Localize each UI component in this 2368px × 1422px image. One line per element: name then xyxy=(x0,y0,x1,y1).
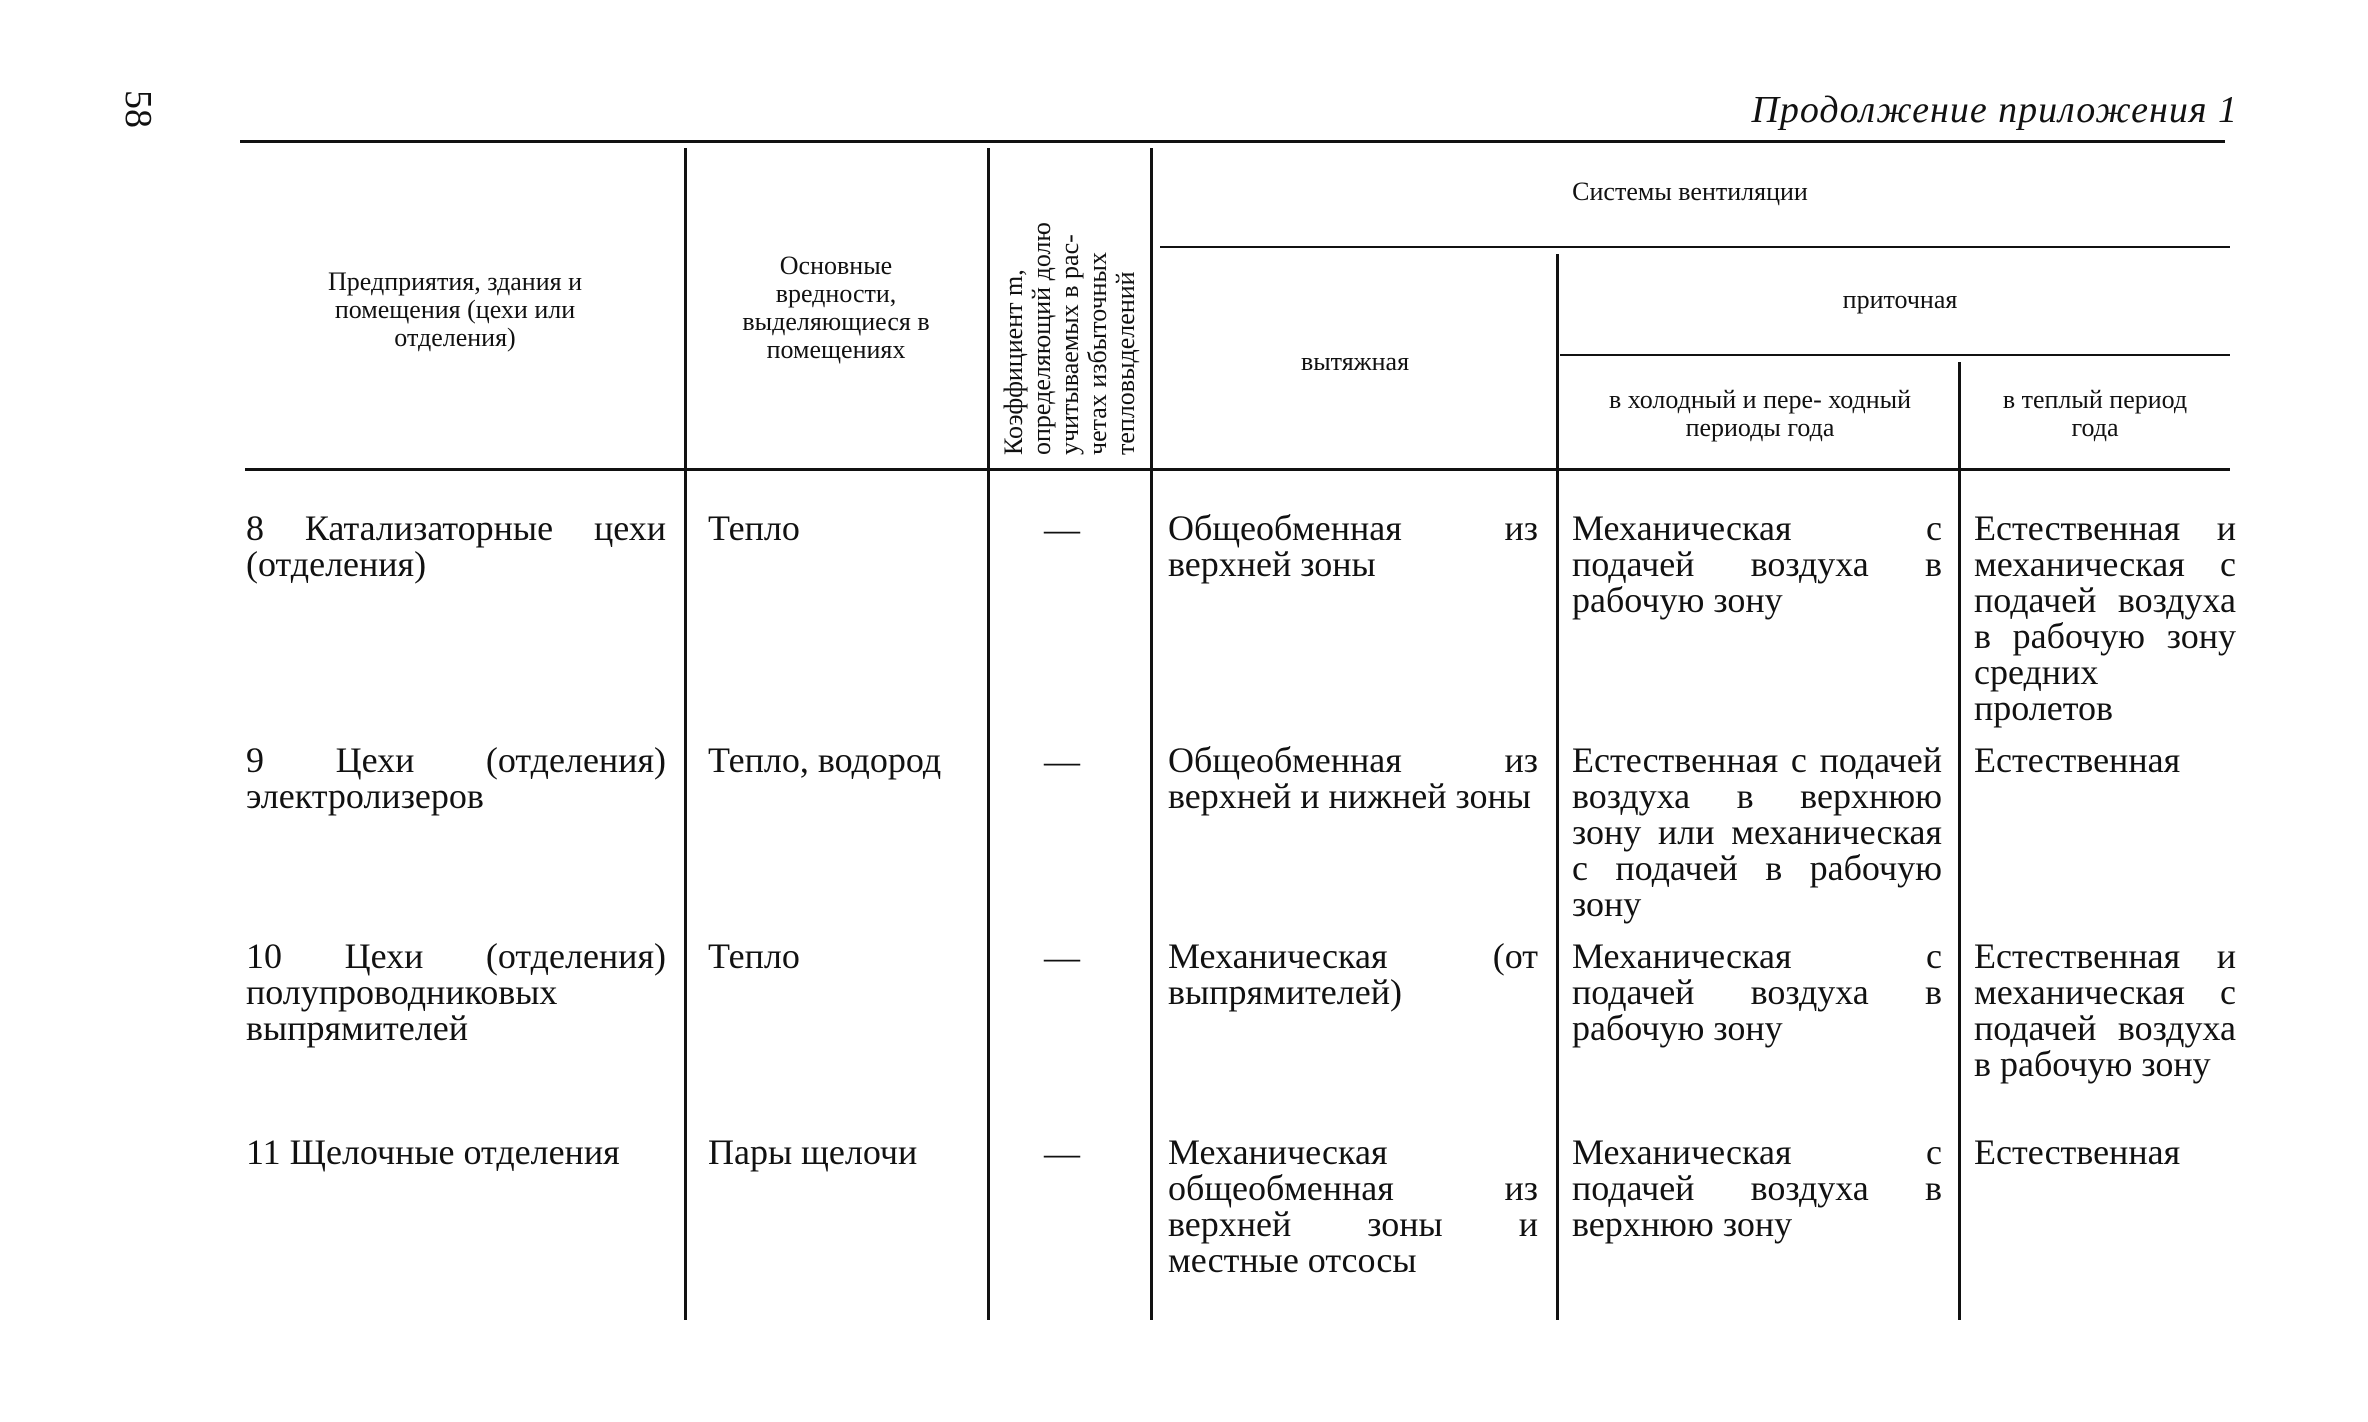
row-9-hazard: Тепло, водород xyxy=(708,740,942,780)
supply-rule xyxy=(1560,354,2230,356)
top-rule xyxy=(240,140,2225,143)
row-8-coef: — xyxy=(1044,509,1080,549)
header-supply: приточная xyxy=(1842,285,1958,314)
row-11-hazard: Пары щелочи xyxy=(708,1132,918,1172)
group-rule xyxy=(1160,246,2230,248)
row-9-cold: Естественная с подачей воздуха в верхнюю зону или механическая с подачей в рабочую зону xyxy=(1572,740,1942,924)
row-10-coef: — xyxy=(1044,937,1080,977)
row-8-cold: Механическая с подачей воздуха в рабочую зону xyxy=(1572,508,1942,620)
row-10-hazard: Тепло xyxy=(708,936,800,976)
header-supply-cold: в холодный и пере- ходный периоды года xyxy=(1608,385,1912,442)
header-col3-line2: определяющий долю xyxy=(1027,222,1056,455)
header-col3 xyxy=(999,222,1140,456)
header-col2: Основные вредности, выделяющиеся в помещениях xyxy=(742,251,930,364)
row-9-exhaust: Общеобменная из верхней и нижней зоны xyxy=(1168,740,1538,816)
row-11-name: 11 Щелочные отделения xyxy=(246,1132,620,1172)
row-11-warm: Естественная xyxy=(1974,1132,2181,1172)
row-11-exhaust: Механическая общеобменная из верхней зоны и местные отсосы xyxy=(1168,1132,1538,1280)
header-exhaust: вытяжная xyxy=(1300,347,1410,376)
header-col1: Предприятия, здания и помещения (цехи или отделения) xyxy=(328,267,582,352)
row-11-coef: — xyxy=(1044,1133,1080,1173)
col-rule-2 xyxy=(987,148,990,1320)
page-number: 58 xyxy=(117,90,159,128)
row-9-name: 9 Цехи (отделения) электролизеров xyxy=(246,740,666,816)
running-head: Продолжение приложения 1 xyxy=(1751,89,2238,131)
header-col3-line1: Коэффициент m, xyxy=(999,269,1028,455)
col-rule-3 xyxy=(1150,148,1153,1320)
header-col3-line4: четах избыточных xyxy=(1083,251,1112,455)
row-8-warm: Естественная и механическая с подачей воздуха в рабочую зону средних пролетов xyxy=(1974,508,2236,728)
header-col3-line5: тепловыделений xyxy=(1111,271,1140,455)
row-10-warm: Естественная и механическая с подачей воздуха в рабочую зону xyxy=(1974,936,2236,1084)
header-group: Системы вентиляции xyxy=(1572,177,1808,206)
row-11-cold: Механическая с подачей воздуха в верхнюю зону xyxy=(1572,1132,1942,1244)
row-10-cold: Механическая с подачей воздуха в рабочую зону xyxy=(1572,936,1942,1048)
header-supply-warm: в теплый период года xyxy=(2002,385,2188,442)
col-rule-4 xyxy=(1556,254,1559,1320)
row-9-warm: Естественная xyxy=(1974,740,2181,780)
col-rule-1 xyxy=(684,148,687,1320)
row-9-coef: — xyxy=(1044,741,1080,781)
row-8-name: 8 Катализаторные цехи (отделения) xyxy=(246,508,666,584)
header-col3-line3: учитываемых в рас- xyxy=(1055,234,1084,455)
row-10-name: 10 Цехи (отделения) полупроводниковых выпрямителей xyxy=(246,936,666,1048)
row-8-exhaust: Общеобменная из верхней зоны xyxy=(1168,508,1538,584)
header-bottom-rule xyxy=(245,468,2230,471)
row-10-exhaust: Механическая (от выпрямителей) xyxy=(1168,936,1538,1012)
col-rule-5 xyxy=(1958,362,1961,1320)
row-8-hazard: Тепло xyxy=(708,508,800,548)
